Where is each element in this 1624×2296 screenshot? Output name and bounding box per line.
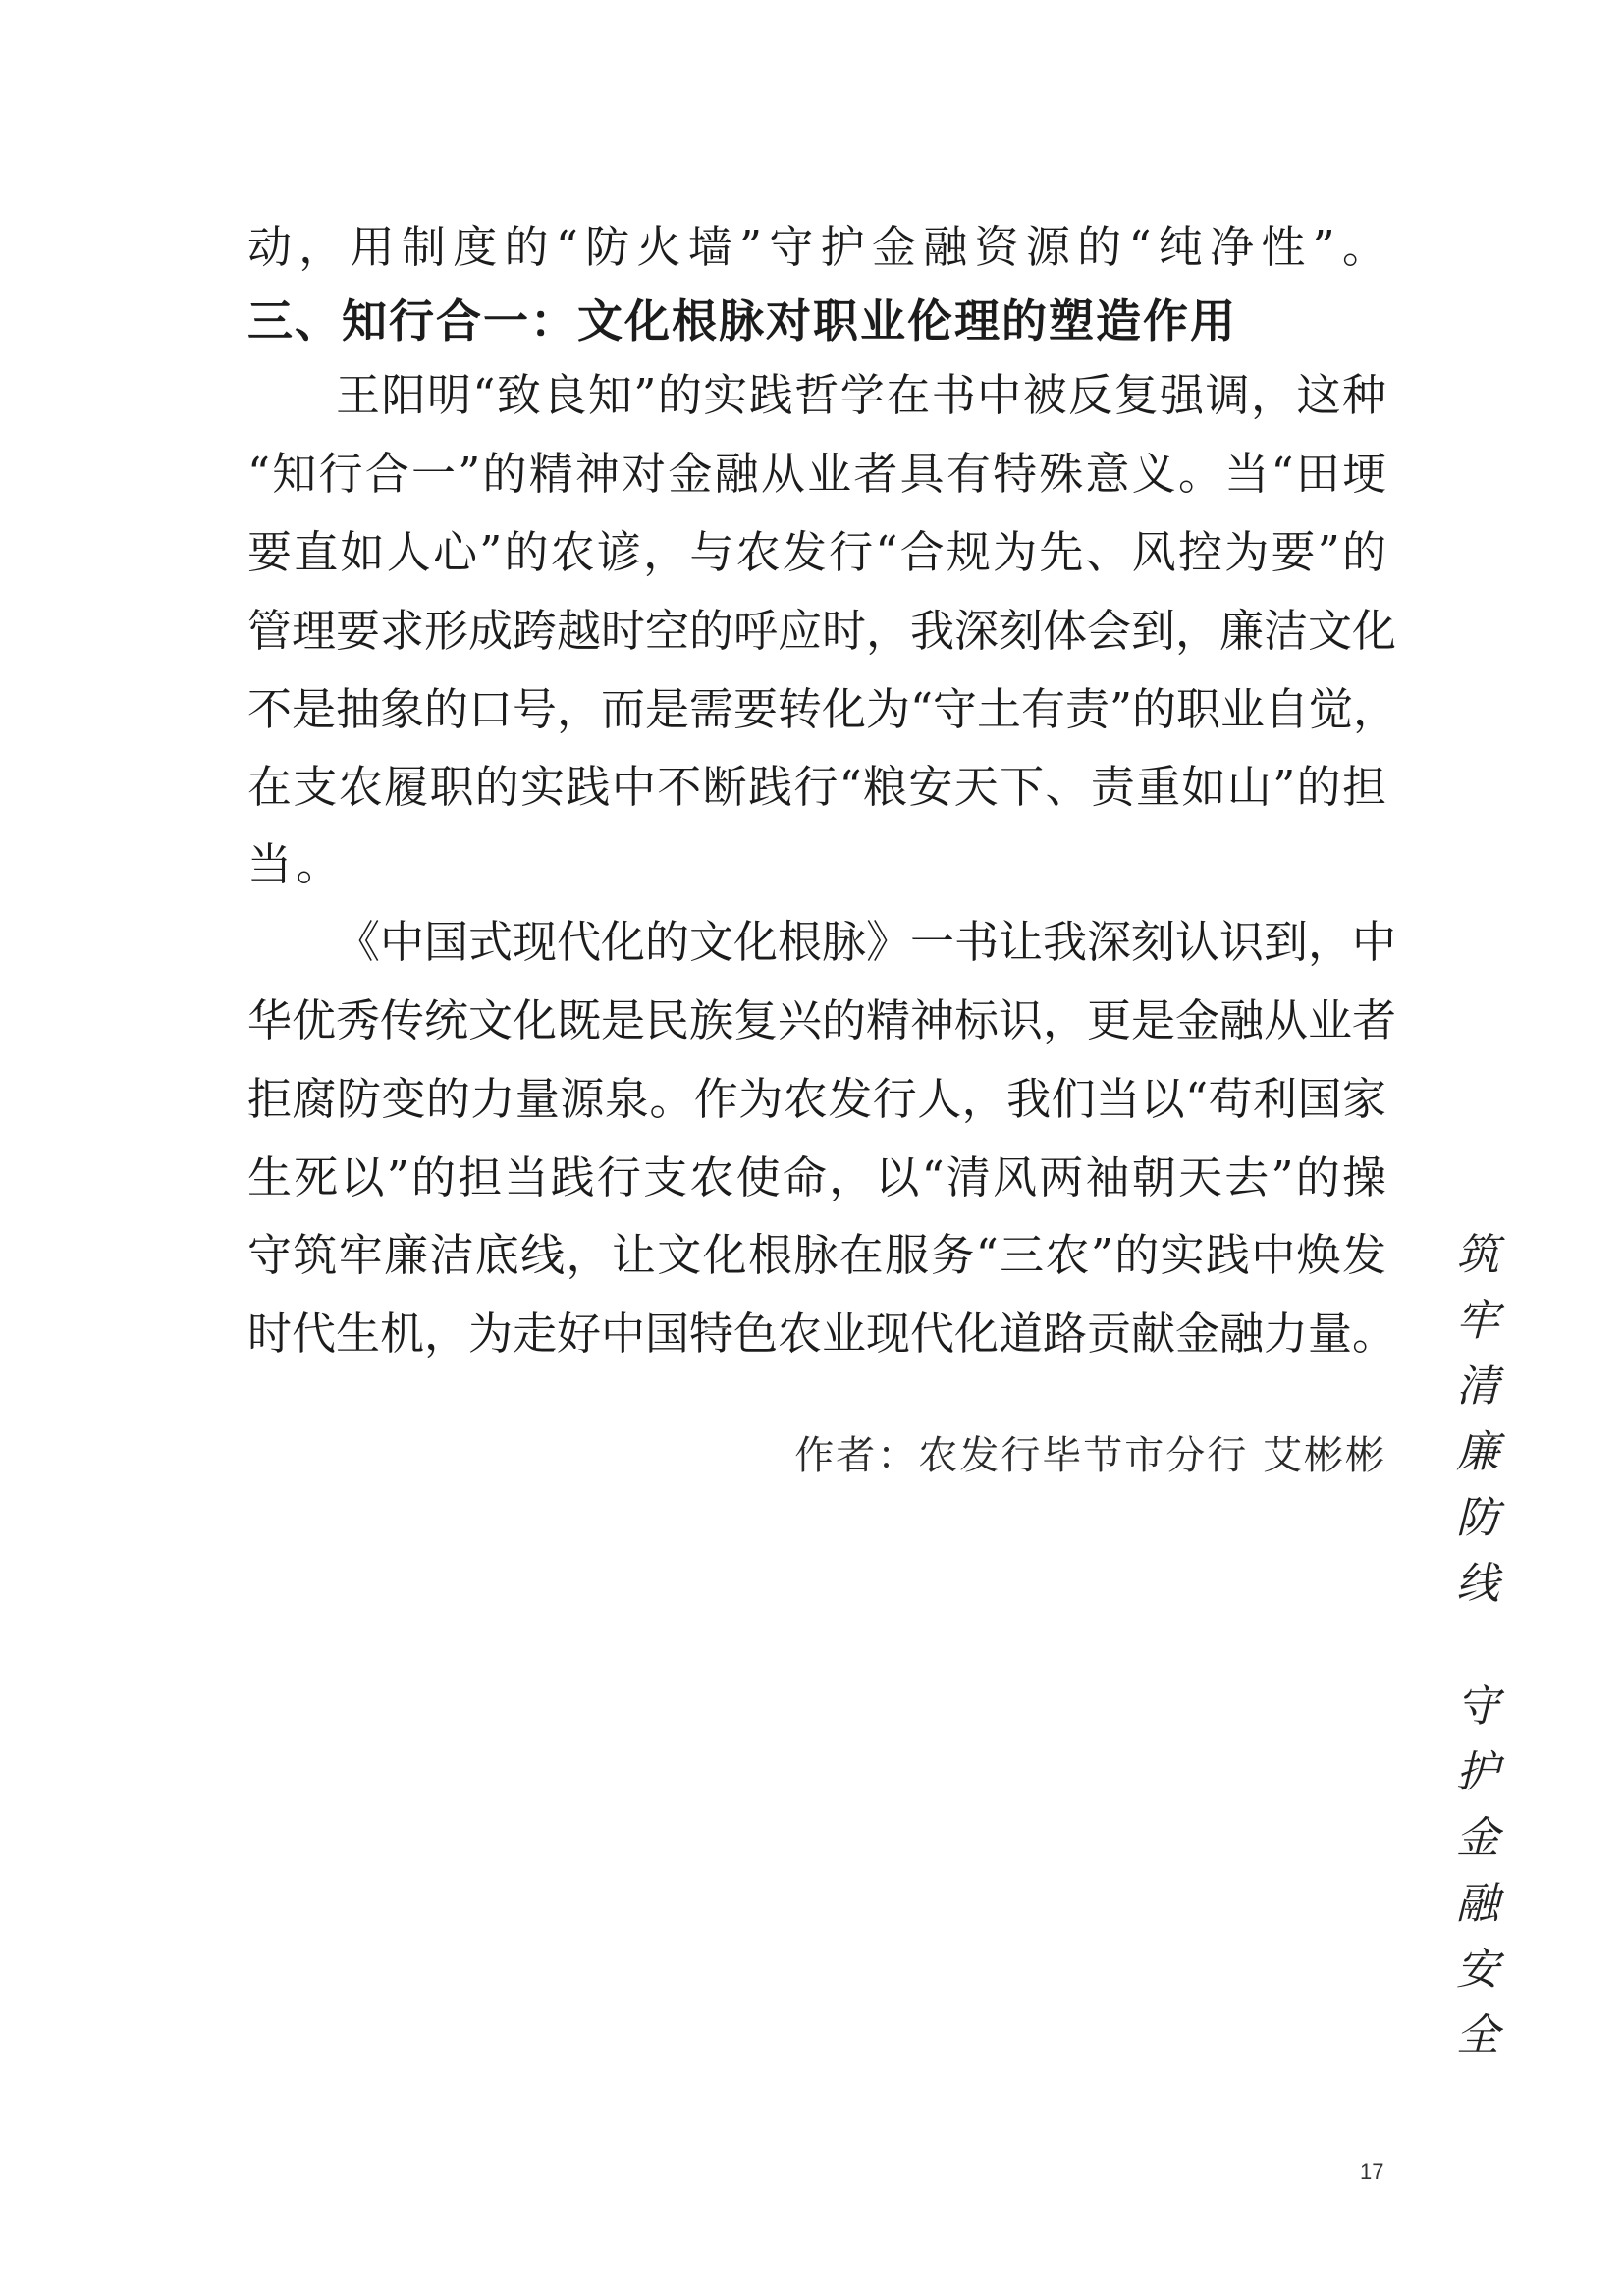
slogan-char: 融 bbox=[1456, 1879, 1499, 1929]
paragraph-line: 王阳明“致良知”的实践哲学在书中被反复强调，这种 bbox=[336, 369, 1386, 421]
paragraph-line: “知行合一”的精神对金融从业者具有特殊意义。当“田埂 bbox=[247, 448, 1386, 500]
slogan-char: 安 bbox=[1456, 1945, 1499, 1995]
slogan-char: 线 bbox=[1456, 1559, 1499, 1609]
slogan-char: 防 bbox=[1456, 1493, 1499, 1543]
slogan-char: 牢 bbox=[1456, 1296, 1499, 1346]
paragraph-line: 不是抽象的口号，而是需要转化为“守土有责”的职业自觉， bbox=[247, 683, 1398, 735]
slogan-char: 金 bbox=[1456, 1813, 1499, 1863]
slogan-char: 守 bbox=[1456, 1682, 1499, 1732]
side-slogan-part1 bbox=[1448, 1222, 1507, 1617]
paragraph-line: 拒腐防变的力量源泉。作为农发行人，我们当以“苟利国家 bbox=[247, 1073, 1386, 1125]
paragraph-line: 时代生机，为走好中国特色农业现代化道路贡献金融力量。 bbox=[247, 1308, 1397, 1360]
paragraph-line: 动，用制度的“防火墙”守护金融资源的“纯净性”。 bbox=[247, 221, 1386, 273]
slogan-char: 清 bbox=[1456, 1362, 1499, 1412]
paragraph-line: 要直如人心”的农谚，与农发行“合规为先、风控为要”的 bbox=[247, 526, 1386, 578]
slogan-char: 护 bbox=[1456, 1747, 1499, 1797]
paragraph-line: 管理要求形成跨越时空的呼应时，我深刻体会到，廉洁文化 bbox=[247, 605, 1397, 657]
paragraph-line: 《中国式现代化的文化根脉》一书让我深刻认识到，中 bbox=[336, 916, 1397, 968]
paragraph-line: 当。 bbox=[247, 838, 346, 890]
paragraph-line: 守筑牢廉洁底线，让文化根脉在服务“三农”的实践中焕发 bbox=[247, 1229, 1386, 1281]
slogan-char: 筑 bbox=[1456, 1230, 1499, 1280]
side-slogan-part2 bbox=[1448, 1674, 1507, 2068]
slogan-char: 全 bbox=[1456, 2010, 1499, 2060]
section-heading: 三、知行合一：文化根脉对职业伦理的塑造作用 bbox=[247, 294, 1237, 347]
author-signature: 作者：农发行毕节市分行 艾彬彬 bbox=[794, 1433, 1386, 1478]
page-number: 17 bbox=[1360, 2160, 1384, 2184]
paragraph-line: 生死以”的担当践行支农使命，以“清风两袖朝天去”的操 bbox=[247, 1151, 1386, 1203]
slogan-char: 廉 bbox=[1456, 1427, 1499, 1477]
paragraph-line: 华优秀传统文化既是民族复兴的精神标识，更是金融从业者 bbox=[247, 994, 1397, 1046]
paragraph-line: 在支农履职的实践中不断践行“粮安天下、责重如山”的担 bbox=[247, 761, 1386, 813]
